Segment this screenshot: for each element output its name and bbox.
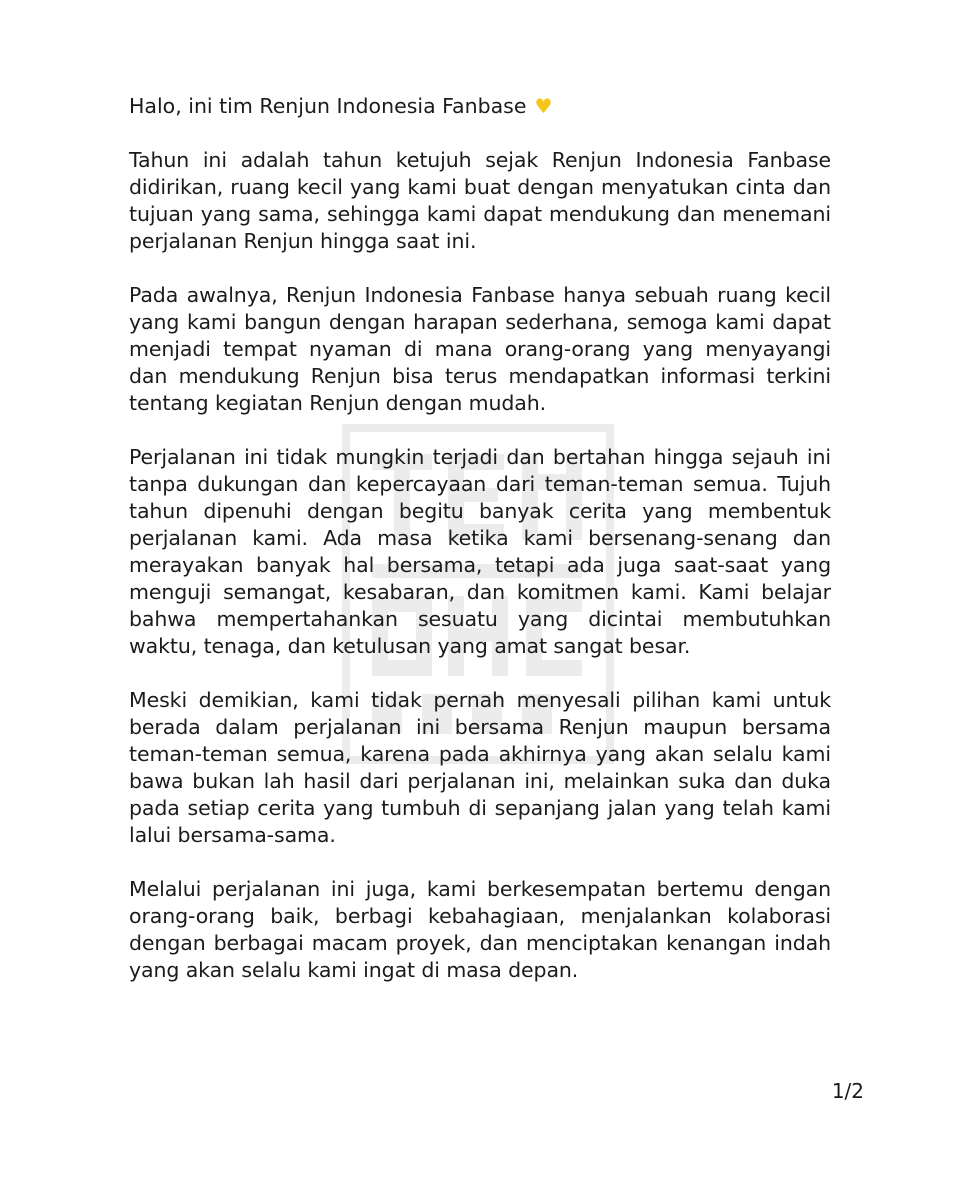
paragraph-5: Melalui perjalanan ini juga, kami berkesempatan bertemu dengan orang-orang baik, berbagi kebahagiaan, menjalankan kolaborasi dengan berbagai macam proyek, dan menciptakan kenangan indah yang akan selalu kami ingat di masa depan. (129, 877, 831, 982)
paragraph-2: Pada awalnya, Renjun Indonesia Fanbase hanya sebuah ruang kecil yang kami bangun dengan harapan sederhana, semoga kami dapat menjadi tempat nyaman di mana orang-orang yang menyayangi dan mendukung Renjun bisa terus mendapatkan informasi terkini tentang kegiatan Renjun dengan mudah. (129, 283, 831, 415)
greeting-line (129, 93, 831, 120)
page-number: 1/2 (831, 1079, 864, 1103)
paragraph-4: Meski demikian, kami tidak pernah menyesali pilihan kami untuk berada dalam perjalanan ini bersama Renjun maupun bersama teman-teman semua, karena pada akhirnya yang akan selalu kami bawa bukan lah hasil dari perjalanan ini, melainkan suka dan duka pada setiap cerita yang tumbuh di sepanjang jalan yang telah kami lalui bersama-sama. (129, 688, 831, 847)
greeting-text: Halo, ini tim Renjun Indonesia Fanbase (129, 94, 527, 118)
yellow-heart-icon: ♥ (534, 94, 553, 118)
paragraph-1: Tahun ini adalah tahun ketujuh sejak Renjun Indonesia Fanbase didirikan, ruang kecil yang kami buat dengan menyatukan cinta dan tujuan yang sama, sehingga kami dapat mendukung dan menemani perjalanan Renjun hingga saat ini. (129, 148, 831, 253)
letter-body (129, 93, 831, 1011)
paragraph-3: Perjalanan ini tidak mungkin terjadi dan bertahan hingga sejauh ini tanpa dukungan dan kepercayaan dari teman-teman semua. Tujuh tahun dipenuhi dengan begitu banyak cerita yang membentuk perjalanan kami. Ada masa ketika kami bersenang-senang dan merayakan banyak hal bersama, tetapi ada juga saat-saat yang menguji semangat, kesabaran, dan komitmen kami. Kami belajar bahwa mempertahankan sesuatu yang dicintai membutuhkan waktu, tenaga, dan ketulusan yang amat sangat besar. (129, 445, 831, 658)
